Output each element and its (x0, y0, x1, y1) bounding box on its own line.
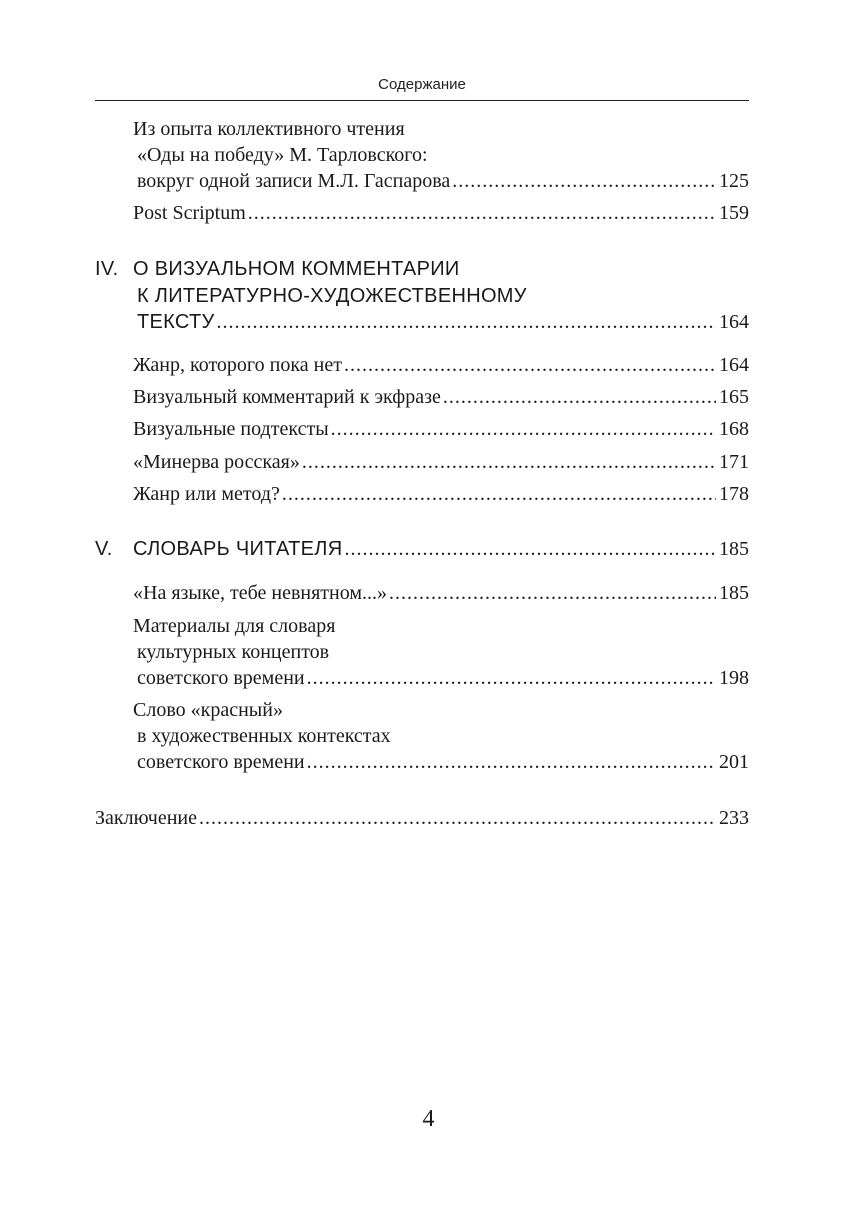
toc-entry[interactable] (133, 417, 749, 441)
dot-leader (389, 581, 716, 605)
toc-entry[interactable] (137, 666, 749, 690)
toc-entry-title-line: «Оды на победу» М. Тарловского: (137, 144, 428, 166)
section-number: IV. (95, 258, 119, 280)
toc-entry-title: Визуальный комментарий к экфразе (133, 386, 441, 408)
toc-entry[interactable] (133, 353, 749, 377)
toc-page-number: 159 (719, 202, 749, 224)
toc-entry[interactable] (137, 169, 749, 193)
toc-entry[interactable] (137, 750, 749, 774)
toc-page-number: 164 (719, 354, 749, 376)
header-rule (95, 100, 749, 101)
toc-page-number: 164 (719, 311, 749, 333)
toc-entry[interactable] (133, 385, 749, 409)
toc-entry-title: Жанр или метод? (133, 483, 280, 505)
toc-section-entry[interactable] (133, 537, 749, 561)
dot-leader (302, 450, 716, 474)
toc-entry-title-line: Материалы для словаря (133, 615, 336, 637)
toc-entry[interactable] (133, 450, 749, 474)
toc-page-number: 171 (719, 451, 749, 473)
toc-page-number: 168 (719, 418, 749, 440)
toc-entry-title: советского времени (137, 667, 305, 689)
section-title: СЛОВАРЬ ЧИТАТЕЛЯ (133, 538, 343, 560)
toc-page-number: 201 (719, 751, 749, 773)
dot-leader (248, 201, 716, 225)
toc-entry-title-line: Слово «красный» (133, 699, 283, 721)
toc-page-number: 165 (719, 386, 749, 408)
toc-entry-title: Заключение (95, 807, 197, 829)
toc-entry[interactable] (133, 482, 749, 506)
section-title-line: О ВИЗУАЛЬНОМ КОММЕНТАРИИ (133, 258, 460, 280)
section-title-line: К ЛИТЕРАТУРНО-ХУДОЖЕСТВЕННОМУ (137, 285, 527, 307)
toc-entry-title: вокруг одной записи М.Л. Гаспарова (137, 170, 451, 192)
toc-section-entry[interactable] (137, 310, 749, 334)
dot-leader (216, 310, 716, 334)
section-title: ТЕКСТУ (137, 311, 215, 333)
page-number: 4 (422, 1106, 435, 1132)
running-head: Содержание (378, 76, 466, 93)
toc-page-number: 185 (719, 538, 749, 560)
toc-entry-title-line: в художественных контекстах (137, 725, 391, 747)
toc-entry-title: советского времени (137, 751, 305, 773)
dot-leader (307, 666, 716, 690)
toc-entry-title: Post Scriptum (133, 202, 246, 224)
toc-entry-title-line: культурных концептов (137, 641, 330, 663)
dot-leader (452, 169, 716, 193)
dot-leader (443, 385, 716, 409)
toc-entry-title: Визуальные подтексты (133, 418, 329, 440)
toc-entry[interactable] (95, 806, 749, 830)
dot-leader (282, 482, 716, 506)
toc-entry-title: Жанр, которого пока нет (133, 354, 342, 376)
toc-entry-title-line: Из опыта коллективного чтения (133, 118, 405, 140)
toc-entry[interactable] (133, 201, 749, 225)
toc-page-number: 185 (719, 582, 749, 604)
section-number: V. (95, 538, 113, 560)
dot-leader (344, 353, 716, 377)
toc-page-number: 178 (719, 483, 749, 505)
dot-leader (307, 750, 716, 774)
toc-entry-title: «На языке, тебе невнятном...» (133, 582, 388, 604)
dot-leader (331, 417, 716, 441)
toc-entry[interactable] (133, 581, 749, 605)
dot-leader (199, 806, 716, 830)
toc-page-number: 125 (719, 170, 749, 192)
toc-entry-title: «Минерва росская» (133, 451, 300, 473)
toc-page-number: 233 (719, 807, 749, 829)
toc-page-number: 198 (719, 667, 749, 689)
dot-leader (344, 537, 716, 561)
